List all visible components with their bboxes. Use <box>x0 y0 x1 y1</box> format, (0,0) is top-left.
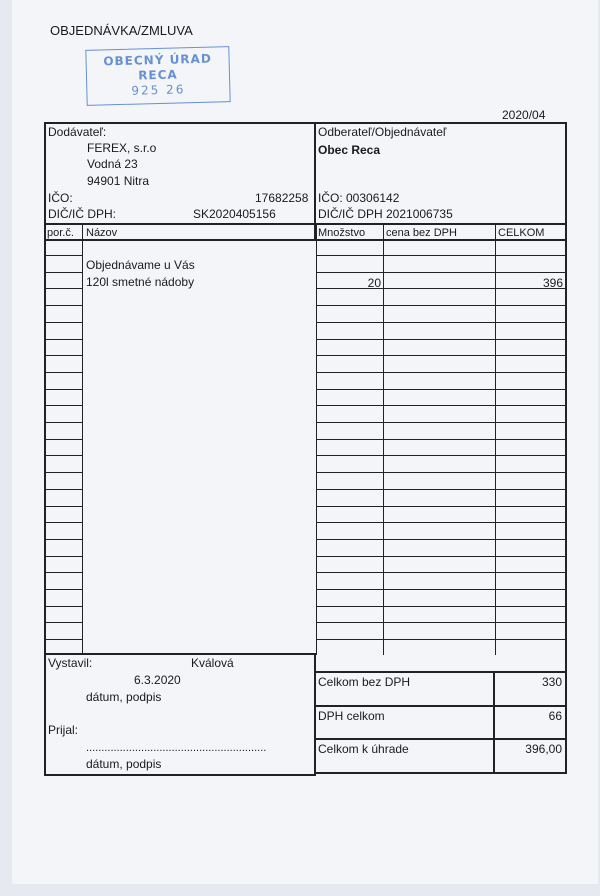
footer-left-bottom <box>44 774 316 776</box>
grid-row-right <box>316 589 566 590</box>
grid-row-por <box>45 639 83 640</box>
customer-dic: DIČ/IČ DPH 2021006735 <box>318 207 453 221</box>
customer-name: Obec Reca <box>318 143 381 157</box>
grid-row-right <box>316 439 566 440</box>
grid-row-right <box>316 506 566 507</box>
signature-dotted-line: ........................................................... <box>86 742 267 754</box>
grid-row-por <box>45 522 83 523</box>
footer-left-top <box>44 653 316 655</box>
grid-row-por <box>45 455 83 456</box>
grid-row-right <box>316 489 566 490</box>
vat-total-value: 66 <box>548 709 562 723</box>
grid-row-right <box>316 372 566 373</box>
grid-row-por <box>45 355 83 356</box>
item-row-2-total: 396 <box>542 276 563 290</box>
grid-row-por <box>45 589 83 590</box>
grid-row-por <box>45 255 83 256</box>
supplier-dic-value: SK2020405156 <box>193 207 276 221</box>
grid-row-por <box>45 539 83 540</box>
item-row-2-quantity: 20 <box>367 276 381 290</box>
issue-date: 6.3.2020 <box>134 673 181 687</box>
column-header-celkom: CELKOM <box>498 227 545 239</box>
grid-row-por <box>45 556 83 557</box>
grid-row-right <box>316 339 566 340</box>
grid-row-por <box>45 389 83 390</box>
grid-row-por <box>45 405 83 406</box>
supplier-city: 94901 Nitra <box>87 174 150 188</box>
customer-heading: Odberateľ/Objednávateľ <box>318 125 447 139</box>
totals-right <box>565 671 567 774</box>
totals-line-2 <box>315 705 567 707</box>
customer-ico: IČO: 00306142 <box>318 191 400 205</box>
grid-row-right <box>316 556 566 557</box>
issued-by-label: Vystavil: <box>48 656 93 670</box>
supplier-ico-value: 17682258 <box>255 191 309 205</box>
grid-row-right <box>316 405 566 406</box>
document-number: 2020/04 <box>502 108 546 122</box>
stamp-line-2: RECA <box>138 67 178 83</box>
amount-due-value: 396,00 <box>525 742 562 756</box>
grid-row-por <box>45 339 83 340</box>
stamp-line-3: 925 26 <box>131 82 186 98</box>
supplier-name: FEREX, s.r.o <box>87 141 157 155</box>
grid-row-right <box>316 422 566 423</box>
grid-row-por <box>45 506 83 507</box>
grid-row-por <box>45 372 83 373</box>
total-without-vat-label: Celkom bez DPH <box>318 675 411 689</box>
supplier-ico-label: IČO: <box>48 191 73 205</box>
grid-row-right <box>316 639 566 640</box>
amount-due-label: Celkom k úhrade <box>318 742 409 756</box>
grid-row-right <box>316 255 566 256</box>
grid-row-right <box>316 305 566 306</box>
grid-row-right <box>316 539 566 540</box>
grid-row-por <box>45 422 83 423</box>
column-header-mnozstvo: Množstvo <box>318 227 366 239</box>
grid-row-right <box>316 572 566 573</box>
grid-row-por <box>45 489 83 490</box>
totals-line-4 <box>315 772 567 774</box>
total-without-vat-value: 330 <box>541 675 562 689</box>
totals-line-1 <box>315 671 567 673</box>
grid-row-por <box>45 472 83 473</box>
item-row-2-name: 120l smetné nádoby <box>86 275 195 289</box>
grid-row-right <box>316 389 566 390</box>
supplier-heading: Dodávateľ: <box>48 125 107 139</box>
totals-divider <box>493 671 495 774</box>
grid-row-por <box>45 305 83 306</box>
item-row-1-name: Objednávame u Vás <box>86 258 195 272</box>
document-title: OBJEDNÁVKA/ZMLUVA <box>50 23 193 38</box>
grid-row-por <box>45 288 83 289</box>
vat-total-label: DPH celkom <box>318 709 385 723</box>
grid-row-por <box>45 622 83 623</box>
grid-row-right <box>316 622 566 623</box>
grid-row-right <box>316 472 566 473</box>
grid-row-por <box>45 322 83 323</box>
supplier-street: Vodná 23 <box>87 157 138 171</box>
column-header-nazov: Názov <box>86 227 118 239</box>
grid-row-right <box>316 355 566 356</box>
date-signature-label-1: dátum, podpis <box>86 690 162 704</box>
received-by-label: Prijal: <box>48 723 79 737</box>
grid-row-right <box>316 606 566 607</box>
column-header-cena: cena bez DPH <box>386 227 457 239</box>
supplier-dic-label: DIČ/IČ DPH: <box>48 207 117 221</box>
grid-row-right <box>316 272 566 273</box>
grid-row-por <box>45 439 83 440</box>
grid-row-por <box>45 606 83 607</box>
grid-row-right <box>316 455 566 456</box>
grid-row-right <box>316 322 566 323</box>
totals-line-3 <box>315 738 567 740</box>
issued-by-name: Kválová <box>191 656 234 670</box>
column-header-por: por.č. <box>47 227 74 239</box>
grid-row-por <box>45 572 83 573</box>
date-signature-label-2: dátum, podpis <box>86 757 162 771</box>
grid-row-right <box>316 522 566 523</box>
grid-row-por <box>45 272 83 273</box>
stamp-line-1: OBECNÝ ÚRAD <box>103 51 212 69</box>
